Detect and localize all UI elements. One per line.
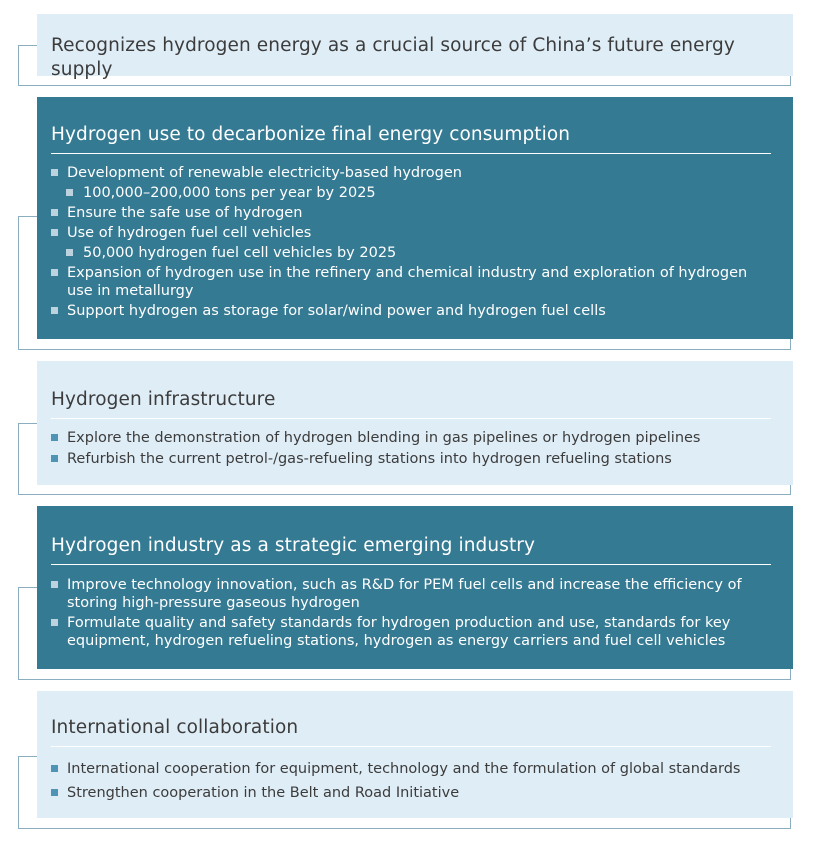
- box-infrastructure: [37, 361, 793, 485]
- box-international-collaboration: [37, 691, 793, 818]
- title-divider: [51, 153, 771, 154]
- bullet-list: [51, 164, 771, 320]
- list-item: Refurbish the current petrol-/gas-refueling stations into hydrogen refueling stations: [51, 450, 771, 468]
- list-item: Strengthen cooperation in the Belt and Road Initiative: [51, 784, 771, 802]
- list-item: International cooperation for equipment, technology and the formulation of global standards: [51, 760, 771, 778]
- box-recognition: [37, 14, 793, 80]
- list-item: Improve technology innovation, such as R&D for PEM fuel cells and increase the efficiency of storing high-pressure gaseous hydrogen: [51, 576, 771, 612]
- square-bullet-icon: [51, 307, 58, 314]
- box-strategic-industry: [37, 506, 793, 669]
- square-bullet-icon: [51, 619, 58, 626]
- square-bullet-icon: [51, 765, 58, 772]
- square-bullet-icon: [51, 209, 58, 216]
- list-item: Use of hydrogen fuel cell vehicles: [51, 224, 771, 242]
- list-subitem: 50,000 hydrogen fuel cell vehicles by 2025: [51, 244, 771, 262]
- box-title: Hydrogen industry as a strategic emerging industry: [51, 535, 536, 556]
- square-bullet-icon: [51, 434, 58, 441]
- list-item: Support hydrogen as storage for solar/wind power and hydrogen fuel cells: [51, 302, 771, 320]
- list-item: Ensure the safe use of hydrogen: [51, 204, 771, 222]
- box-title: Recognizes hydrogen energy as a crucial source of China’s future energy supply: [51, 35, 735, 80]
- box-final-energy-consumption: [37, 97, 793, 339]
- bullet-list: [51, 429, 771, 468]
- box-title: International collaboration: [51, 717, 299, 738]
- bullet-list: [51, 760, 771, 802]
- square-bullet-icon: [66, 189, 73, 196]
- square-bullet-icon: [66, 249, 73, 256]
- box-title: Hydrogen use to decarbonize final energy consumption: [51, 124, 571, 145]
- square-bullet-icon: [51, 581, 58, 588]
- square-bullet-icon: [51, 169, 58, 176]
- square-bullet-icon: [51, 229, 58, 236]
- list-item: Development of renewable electricity-based hydrogen: [51, 164, 771, 182]
- square-bullet-icon: [51, 789, 58, 796]
- title-divider: [51, 746, 771, 747]
- box-title: Hydrogen infrastructure: [51, 389, 276, 410]
- list-item: Explore the demonstration of hydrogen blending in gas pipelines or hydrogen pipelines: [51, 429, 771, 447]
- square-bullet-icon: [51, 455, 58, 462]
- list-item: Expansion of hydrogen use in the refinery and chemical industry and exploration of hydrogen use in metallurgy: [51, 264, 771, 300]
- bullet-list: [51, 576, 771, 650]
- list-item: Formulate quality and safety standards for hydrogen production and use, standards for key equipment, hydrogen refueling stations, hydrogen as energy carriers and fuel cell vehicles: [51, 614, 771, 650]
- title-divider: [51, 418, 771, 419]
- square-bullet-icon: [51, 269, 58, 276]
- list-subitem: 100,000–200,000 tons per year by 2025: [51, 184, 771, 202]
- title-divider: [51, 564, 771, 565]
